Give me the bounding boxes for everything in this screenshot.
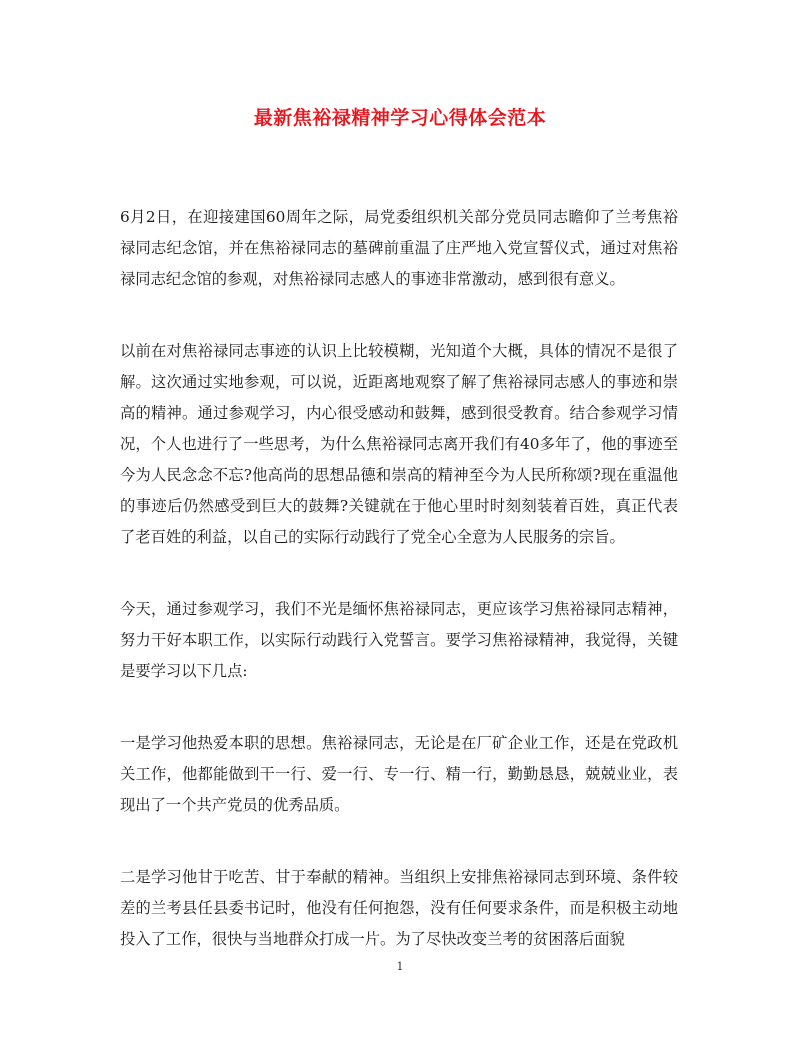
- paragraph-3: 今天，通过参观学习，我们不光是缅怀焦裕禄同志，更应该学习焦裕禄同志精神，努力干好本职工作，以实际行动践行入党誓言。要学习焦裕禄精神，我觉得，关键是要学习以下几点:: [120, 600, 678, 680]
- paragraph-2: 以前在对焦裕禄同志事迹的认识上比较模糊，光知道个大概，具体的情况不是很了解。这次通过实地参观，可以说，近距离地观察了解了焦裕禄同志感人的事迹和崇高的精神。通过参观学习，内心很受感动和鼓舞，感到很受教育。结合参观学习情况，个人也进行了一些思考，为什么焦裕禄同志离开我们有40多年了，他的事迹至今为人民念念不忘?他高尚的思想品德和崇高的精神至今为人民所称颂?现在重温他的事迹后仍然感受到巨大的鼓舞?关键就在于他心里时时刻刻装着百姓，真正代表了老百姓的利益，以自己的实际行动践行了党全心全意为人民服务的宗旨。: [120, 342, 678, 546]
- paragraph-1: 6月2日，在迎接建国60周年之际，局党委组织机关部分党员同志瞻仰了兰考焦裕禄同志纪念馆，并在焦裕禄同志的墓碑前重温了庄严地入党宣誓仪式，通过对焦裕禄同志纪念馆的参观，对焦裕禄同志感人的事迹非常激动，感到很有意义。: [120, 208, 678, 288]
- document-title: 最新焦裕禄精神学习心得体会范本: [253, 107, 547, 129]
- paragraph-5: 二是学习他甘于吃苦、甘于奉献的精神。当组织上安排焦裕禄同志到环境、条件较差的兰考县任县委书记时，他没有任何抱怨，没有任何要求条件，而是积极主动地投入了工作，很快与当地群众打成一片。为了尽快改变兰考的贫困落后面貌: [120, 868, 678, 948]
- page-number: 1: [396, 960, 404, 973]
- document-body: [120, 202, 678, 996]
- paragraph-4: 一是学习他热爱本职的思想。焦裕禄同志，无论是在厂矿企业工作，还是在党政机关工作，他都能做到干一行、爱一行、专一行、精一行，勤勤恳恳，兢兢业业，表现出了一个共产党员的优秀品质。: [120, 734, 678, 814]
